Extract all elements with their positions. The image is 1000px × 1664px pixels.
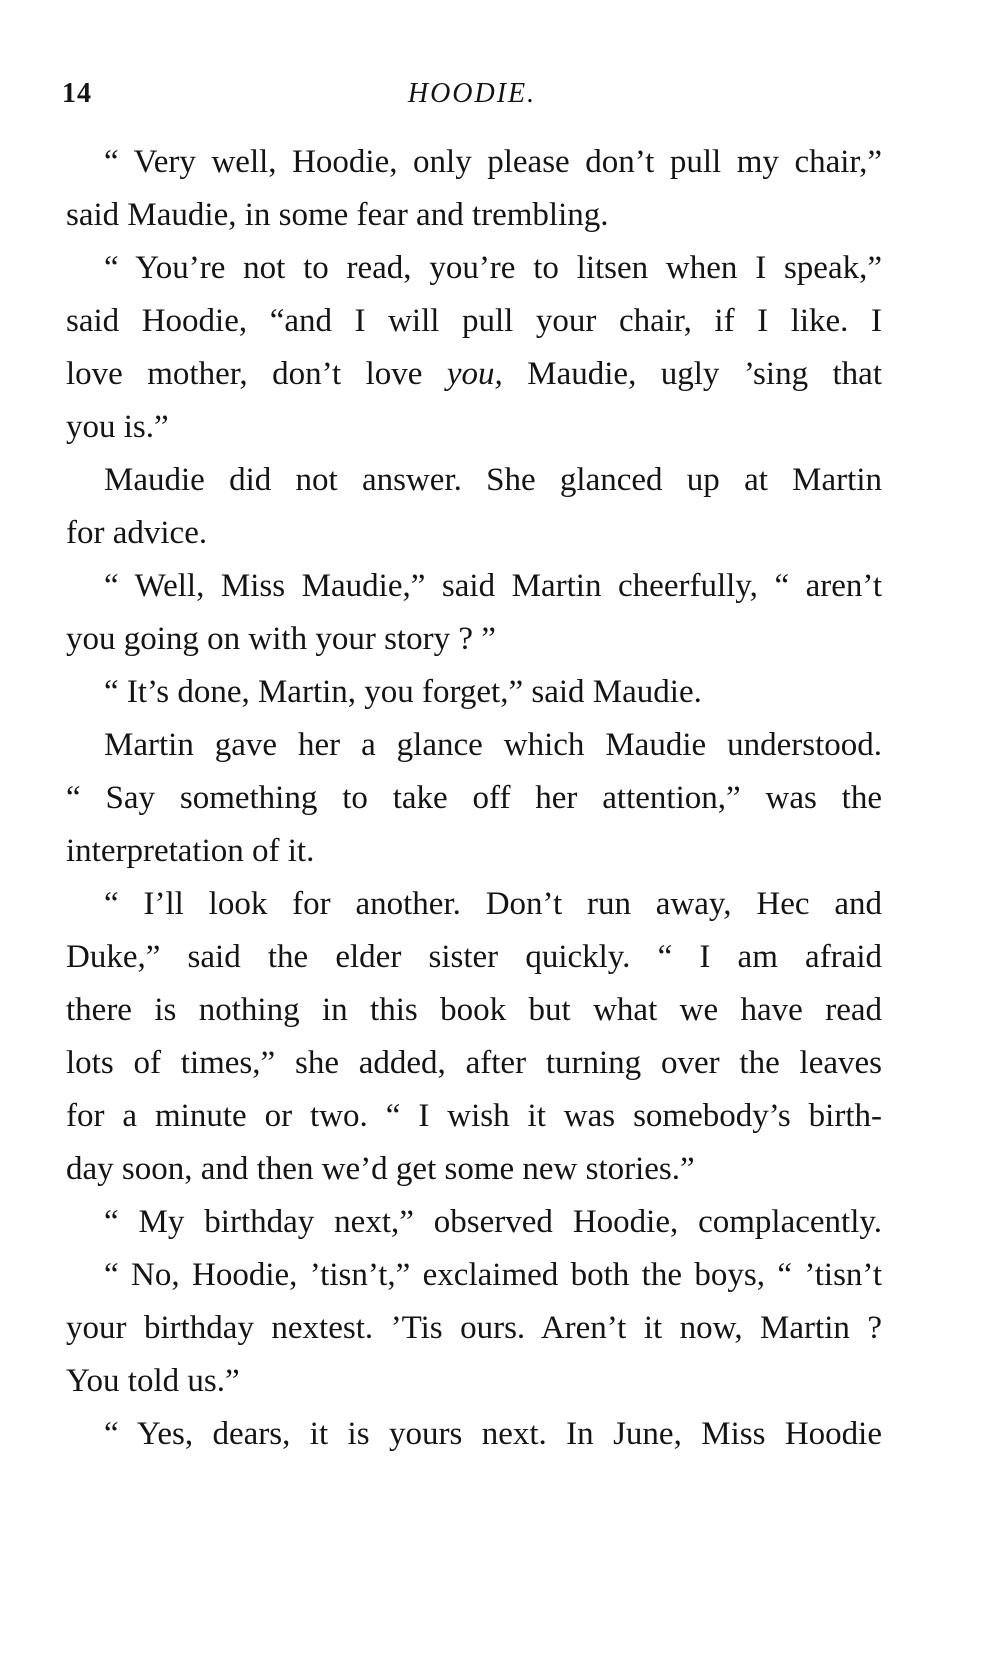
text-line: “ I’ll look for another. Don’t run away, Hec and [104, 886, 882, 922]
text-line: for advice. [66, 515, 208, 551]
text-line: Maudie did not answer. She glanced up at Martin [104, 462, 882, 498]
text-line: you is.” [66, 409, 169, 445]
text-line: “ No, Hoodie, ’tisn’t,” exclaimed both the boys, “ ’tisn’t [104, 1257, 882, 1293]
text-line: “ You’re not to read, you’re to litsen when I speak,” [104, 250, 882, 286]
text-line: day soon, and then we’d get some new stories.” [66, 1151, 695, 1187]
text-line: lots of times,” she added, after turning over the leaves [66, 1045, 882, 1081]
italic-word: you, [446, 356, 503, 392]
text-line: Duke,” said the elder sister quickly. “ I am afraid [66, 939, 882, 975]
text-line: “ It’s done, Martin, you forget,” said Maudie. [104, 674, 702, 710]
text-line: said Maudie, in some fear and trembling. [66, 197, 609, 233]
text-line [66, 348, 882, 401]
text-line: You told us.” [66, 1363, 240, 1399]
text-line: “ Very well, Hoodie, only please don’t pull my chair,” [104, 144, 882, 180]
paragraph [66, 878, 882, 1196]
text-line: your birthday nextest. ’Tis ours. Aren’t it now, Martin ? [66, 1310, 882, 1346]
text-line: you going on with your story ? ” [66, 621, 496, 657]
text-line: interpretation of it. [66, 833, 315, 869]
page-number: 14 [62, 78, 92, 109]
text-line: said Hoodie, “and I will pull your chair, if I like. I [66, 303, 882, 339]
paragraph [66, 136, 882, 242]
text-line: there is nothing in this book but what we have read [66, 992, 882, 1028]
text-line: Martin gave her a glance which Maudie understood. [104, 727, 882, 763]
text-line: “ Well, Miss Maudie,” said Martin cheerfully, “ aren’t [104, 568, 882, 604]
paragraph [66, 1408, 882, 1461]
paragraph [66, 454, 882, 560]
paragraph [66, 242, 882, 454]
text-line: “ My birthday next,” observed Hoodie, complacently. [104, 1204, 882, 1240]
running-title: HOODIE. [407, 78, 537, 109]
page-header [62, 78, 882, 118]
body-text [66, 136, 882, 1461]
text-segment: Maudie, ugly ’sing that [502, 356, 882, 392]
paragraph [66, 560, 882, 666]
paragraph [66, 1249, 882, 1408]
text-line: for a minute or two. “ I wish it was somebody’s birth- [66, 1098, 882, 1134]
paragraph [66, 719, 882, 878]
paragraph [66, 666, 882, 719]
text-segment: love mother, don’t love [66, 356, 447, 392]
paragraph [66, 1196, 882, 1249]
text-line: “ Yes, dears, it is yours next. In June, Miss Hoodie [104, 1416, 882, 1452]
text-line: “ Say something to take off her attention,” was the [66, 780, 882, 816]
